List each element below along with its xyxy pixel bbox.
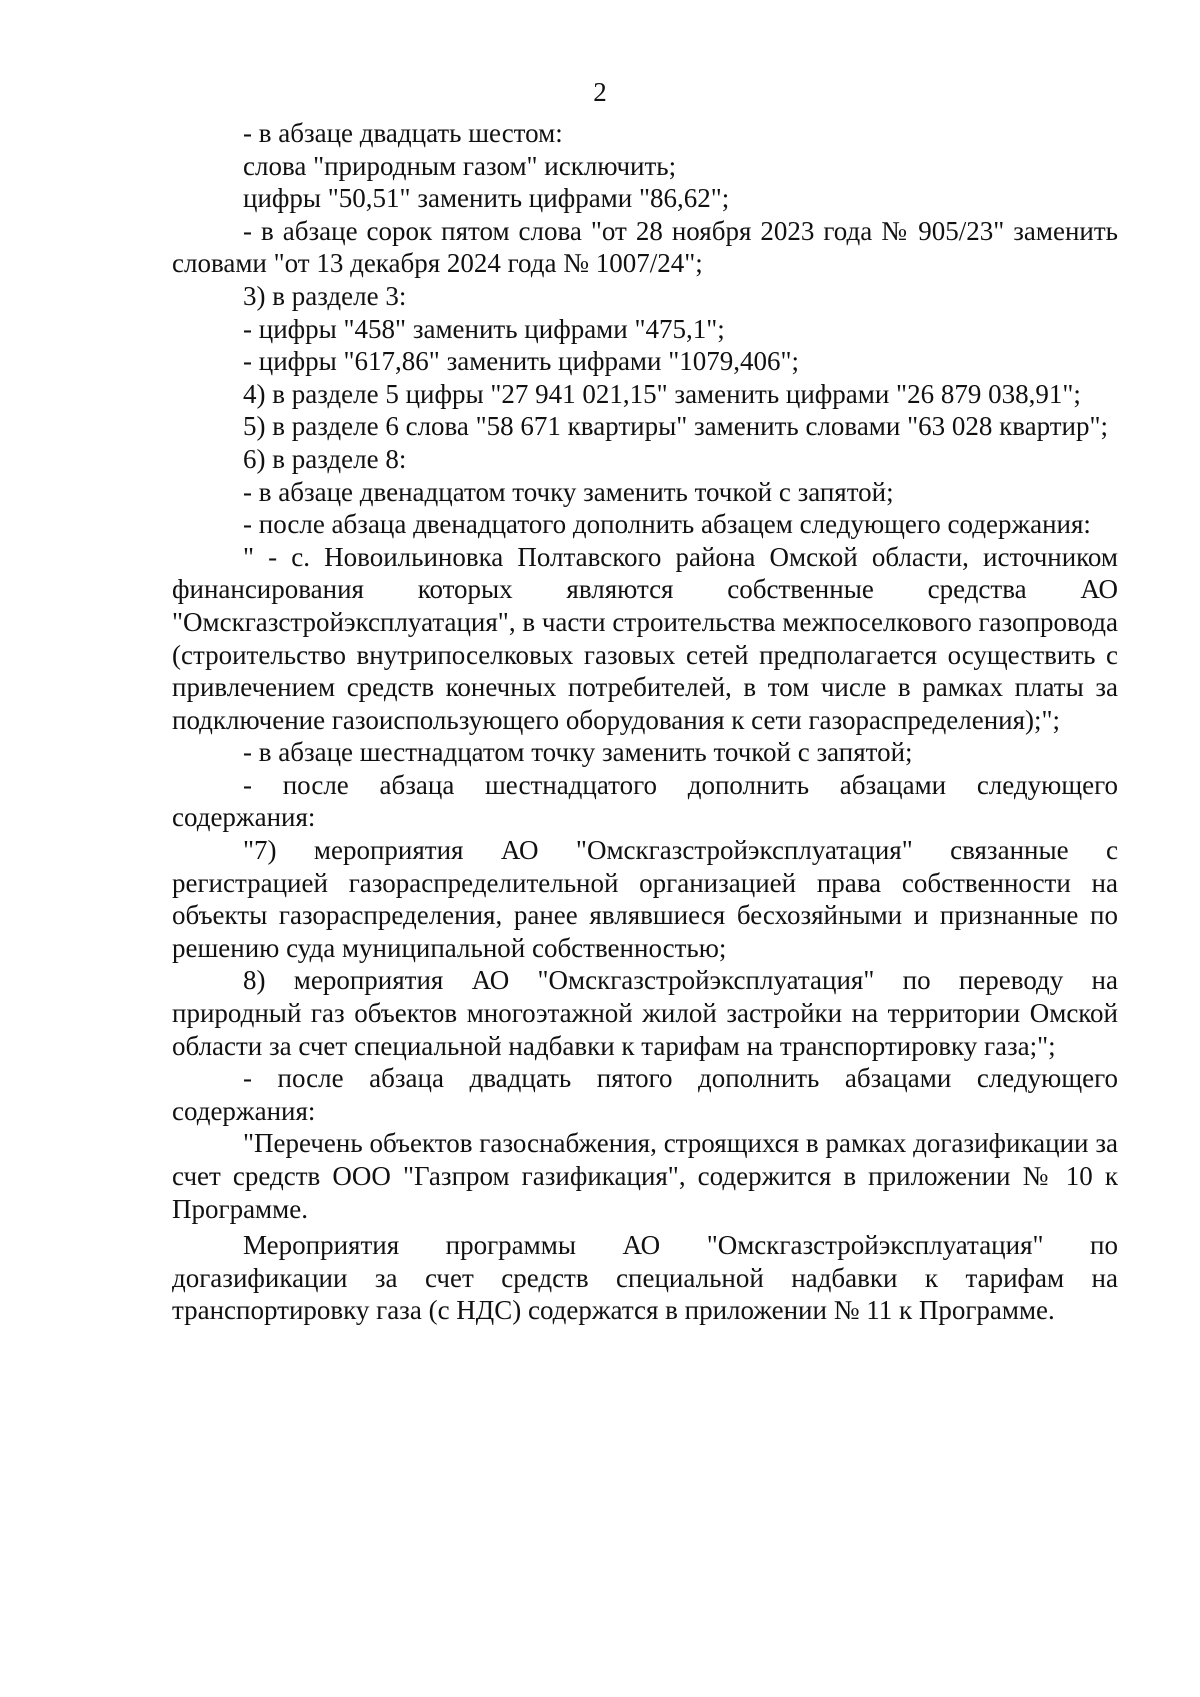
paragraph: - после абзаца шестнадцатого дополнить абзацами следующего содержания: [172,769,1118,833]
paragraph: - после абзаца двенадцатого дополнить абзацем следующего содержания: [243,509,1091,540]
paragraph: - в абзаце двенадцатом точку заменить точкой с запятой; [243,476,894,507]
page-number: 2 [593,77,607,107]
paragraph: 8) мероприятия АО "Омскгазстройэксплуатация" по переводу на природный газ объектов многоэтажной жилой застройки на территории Омской области за счет специальной надбавки к тарифам на транспортировку газа;"; [172,965,1118,1061]
document-body [172,117,1118,1327]
paragraph: слова "природным газом" исключить; [243,150,677,181]
paragraph: - после абзаца двадцать пятого дополнить абзацами следующего содержания: [172,1063,1118,1126]
paragraph: цифры "50,51" заменить цифрами "86,62"; [243,183,730,214]
paragraph: 3) в разделе 3: [243,280,407,311]
paragraph: "Перечень объектов газоснабжения, строящихся в рамках догазификации за счет средств ООО "Газпром газификация", содержится в приложении № 10 к Программе. [172,1128,1118,1224]
paragraph: - цифры "617,86" заменить цифрами "1079,406"; [243,346,800,377]
paragraph: - цифры "458" заменить цифрами "475,1"; [243,313,725,344]
paragraph: - в абзаце сорок пятом слова "от 28 ноября 2023 года № 905/23" заменить словами "от 13 декабря 2024 года № 1007/24"; [172,215,1118,279]
paragraph: Мероприятия программы АО "Омскгазстройэксплуатация" по догазификации за счет средств специальной надбавки к тарифам на транспортировку газа (с НДС) содержатся в приложении № 11 к Программе. [172,1230,1118,1326]
paragraph: 4) в разделе 5 цифры "27 941 021,15" заменить цифрами "26 879 038,91"; [243,378,1081,409]
paragraph: - в абзаце шестнадцатом точку заменить точкой с запятой; [243,737,913,768]
paragraph: 6) в разделе 8: [243,443,407,474]
paragraph: " - с. Новоильиновка Полтавского района Омской области, источником финансирования которых являются собственные средства АО "Омскгазстройэксплуатация", в части строительства межпоселкового газопровода (строительство внутрипоселковых газовых сетей предполагается осуществить с привлечением средств конечных потребителей, в том числе в рамках платы за подключение газоиспользующего оборудования к сети газораспределения);"; [172,541,1119,735]
paragraph: 5) в разделе 6 слова "58 671 квартиры" заменить словами "63 028 квартир"; [243,411,1109,442]
paragraph: - в абзаце двадцать шестом: [243,118,563,148]
paragraph: "7) мероприятия АО "Омскгазстройэксплуатация" связанные с регистрацией газораспределительной организацией права собственности на объекты газораспределения, ранее являвшиеся бесхозяйными и признанные по решению суда муниципальной собственностью; [172,835,1118,963]
